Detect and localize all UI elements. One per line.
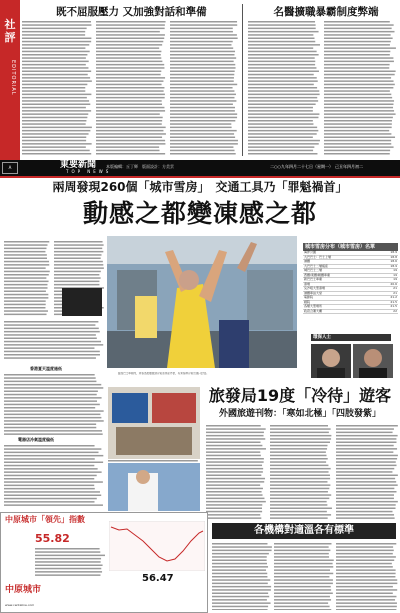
editorial-title-left: 既不屈服壓力 又加強對話和準備 [56,6,207,18]
table-cell-name: 尖沙咀大型商場 [304,286,326,290]
editor-credits: 本版編輯：丘丁輝 版面設計：方美雲 [106,164,174,169]
table-cell-name: 戲院 [304,299,311,304]
tourism-col-1 [206,424,266,520]
editorial-right-col-2 [324,20,396,156]
table-cell-value: 21 [393,286,397,290]
market-notes [35,547,105,577]
table-cell-name: 電影院 [304,295,314,299]
table-cell-name: 西鐵/東鐵/輕鐵車廂 [304,272,331,277]
photo-caption: 圖為巴士車廂內，乘客為抵擋強勁冷氣而穿起外套，有乘客將冷氣出風口封住。 [118,372,209,375]
section-title-en: TOP NEWS [66,169,112,174]
tourism-subheadline: 外國旅遊刊物：「寒如北極」「四肢發紫」 [218,409,381,419]
table-cell-value: 21.5 [390,299,397,304]
regulation-headline: 各機構對適溫各有標準 [212,523,396,539]
tourism-col-2 [270,424,332,520]
column-divider [242,4,243,156]
table-cell-name: 九巴巴士二層後座 [304,263,329,268]
market-index-chart [109,521,205,571]
newspaper-logo-icon: A [2,162,18,174]
table-cell-value: 18.8 [390,254,397,259]
tourism-col-3 [336,424,398,520]
table-cell-name: 各類大型場所 [304,304,323,308]
main-headline: 動感之都變凍感之都 [82,199,317,228]
editorial-title-right: 名醫擴職暴霸制度弊端 [273,6,379,18]
editorial-left-col-3 [170,20,238,156]
story-kicker: 兩周發現260個「城市雪房」 交通工具乃「罪魁禍首」 [52,180,348,194]
market-index-value-2: 56.47 [142,573,174,584]
story-body-2 [4,373,104,435]
editorial-strip [0,0,20,160]
table-cell-value: 20.6 [390,281,397,286]
profile-label: 環保人士 [311,334,391,341]
editorial-label-en: EDITORIAL [10,60,16,96]
subhead-1: 香港夏天溫度過低 [30,366,62,371]
table-cell-value: 21.5 [390,304,397,308]
regulation-col-1 [212,542,272,610]
table-cell-value: 19 [393,272,397,277]
table-cell-value: 19 [393,277,397,281]
editorial-section [0,0,400,160]
issue-date: 二○○九年四月二十七日（星期一） 己丑年四月初二 [270,164,363,169]
story-body-3 [4,444,104,508]
market-url: www.centaline.com [5,603,35,607]
profile-photo-2 [353,344,393,378]
table-cell-name: 新巴巴士車廂 [304,277,323,281]
table-cell-name: 商場 [304,281,311,286]
table-cell-value: 19 [393,268,397,272]
subhead-2: 電器店冷氣溫度偏低 [18,437,54,442]
market-index-box [0,512,208,613]
table-cell-value: 21.2 [390,295,397,299]
editorial-left-col-1 [22,20,92,156]
market-logo: 中原城市 [5,585,42,595]
table-cell-value: 21 [393,290,397,295]
section-title: 東要新聞 [60,160,97,170]
table-cell-name: 城巴巴士二層 [304,268,323,272]
table-cell-value: 18.9 [390,263,397,268]
portrait-photo [62,288,102,316]
table-row [303,310,398,315]
table-cell-name: 九巴巴士：巴士上層 [304,254,332,259]
regulation-col-3 [336,542,398,610]
table-cell-value: 18.6 [390,259,397,263]
main-photo [107,236,297,368]
cold-spots-table [303,243,398,328]
editorial-label: 社評 [4,18,16,44]
profile-photo-1 [311,344,351,378]
regulation-col-2 [274,542,334,610]
table-title: 城市雪房分布（城市雪房）名單 [303,243,398,251]
tourism-headline: 旅發局19度「冷待」遊客 [208,386,392,405]
table-body [303,251,398,314]
section-header-bar [0,160,400,176]
market-index-title: 中原城市「領先」指數 [5,515,85,524]
table-cell-name: 政府合署大樓 [304,308,323,313]
table-cell-value: 18.9 [390,250,397,254]
editorial-left-col-2 [96,20,166,156]
table-cell-name: 海洋公園 [304,250,317,254]
table-cell-value: 22 [393,308,397,313]
table-cell-name: 港鐵車站大堂 [304,290,323,295]
header-rule [0,176,400,178]
story-lead-col-1 [4,240,50,316]
table-cell-name: 港鐵 [304,259,311,263]
bus-interior-photo [107,236,297,368]
editorial-right-col-1 [248,20,320,156]
story-body-1 [4,320,104,360]
person-photo [108,463,200,511]
shop-photo [108,387,200,459]
market-index-value: 55.82 [35,532,70,545]
